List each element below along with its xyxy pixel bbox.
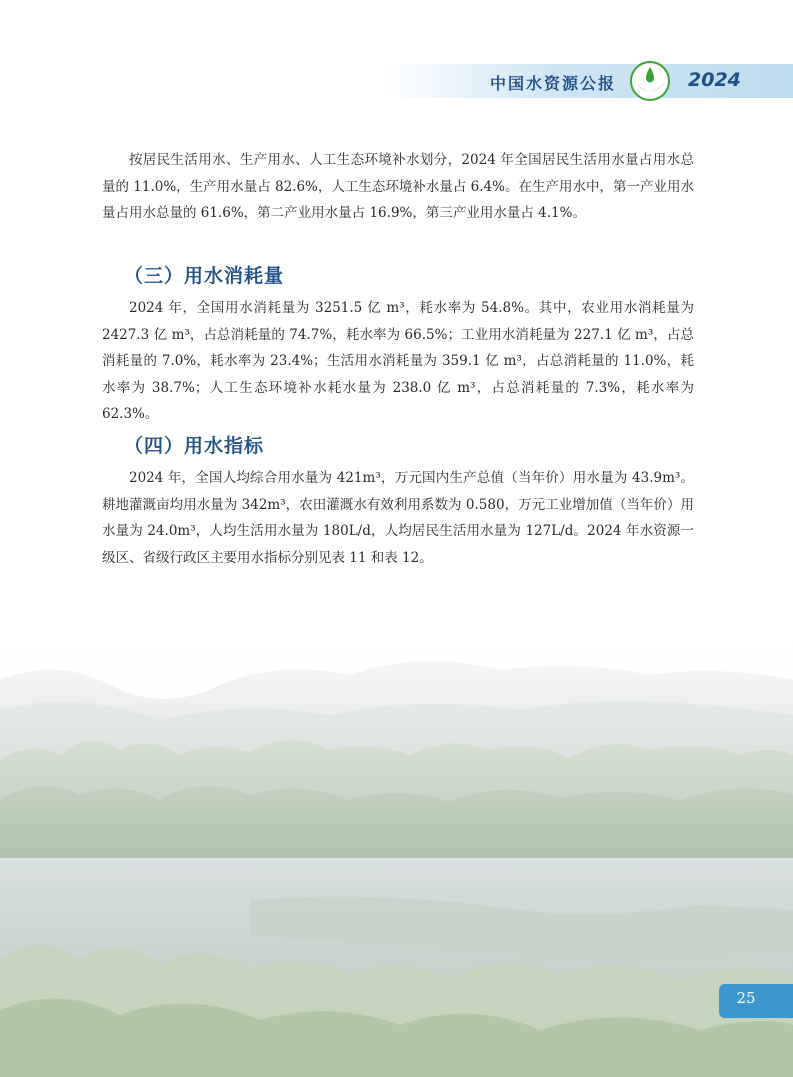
publication-title: 中国水资源公报 — [490, 74, 617, 93]
header-band — [0, 64, 793, 98]
paragraph-indicators: 2024 年，全国人均综合用水量为 421m³，万元国内生产总值（当年价）用水量为 43.9m³。耕地灌溉亩均用水量为 342m³，农田灌溉水有效利用系数为 0.580，万元工业增加值（当年价）用水量为 24.0m³，人均生活用水量为 180L/d，人均居民生活用水量为 127L/d。2024 年水资源一级区、省级行政区主要用水指标分别见表 11 和表 12。 — [102, 470, 694, 566]
section-heading-consumption: （三）用水消耗量 — [124, 265, 285, 287]
paragraph-consumption: 2024 年，全国用水消耗量为 3251.5 亿 m³，耗水率为 54.8%。其中，农业用水消耗量为 2427.3 亿 m³，占总消耗量的 74.7%，耗水率为 66.5%；工业用水消耗量为 227.1 亿 m³，占总消耗量的 7.0%，耗水率为 23.4%；生活用水消耗量为 359.1 亿 m³，占总消耗量的 11.0%，耗水率为 38.7%；人工生态环境补水耗水量为 238.0 亿 m³，占总消耗量的 7.3%，耗水率为 62.3%。 — [102, 300, 694, 422]
water-drop-logo-icon — [630, 61, 670, 101]
publication-year: 2024 — [688, 69, 741, 91]
page-number: 25 — [736, 989, 756, 1007]
paragraph-use-composition: 按居民生活用水、生产用水、人工生态环境补水划分，2024 年全国居民生活用水量占用水总量的 11.0%，生产用水量占 82.6%，人工生态环境补水量占 6.4%。在生产用水中，第一产业用水量占用水总量的 61.6%，第二产业用水量占 16.9%，第三产业用水量占 4.1%。 — [102, 152, 694, 221]
landscape-photo — [0, 590, 793, 1077]
section-heading-indicators: （四）用水指标 — [124, 435, 265, 457]
